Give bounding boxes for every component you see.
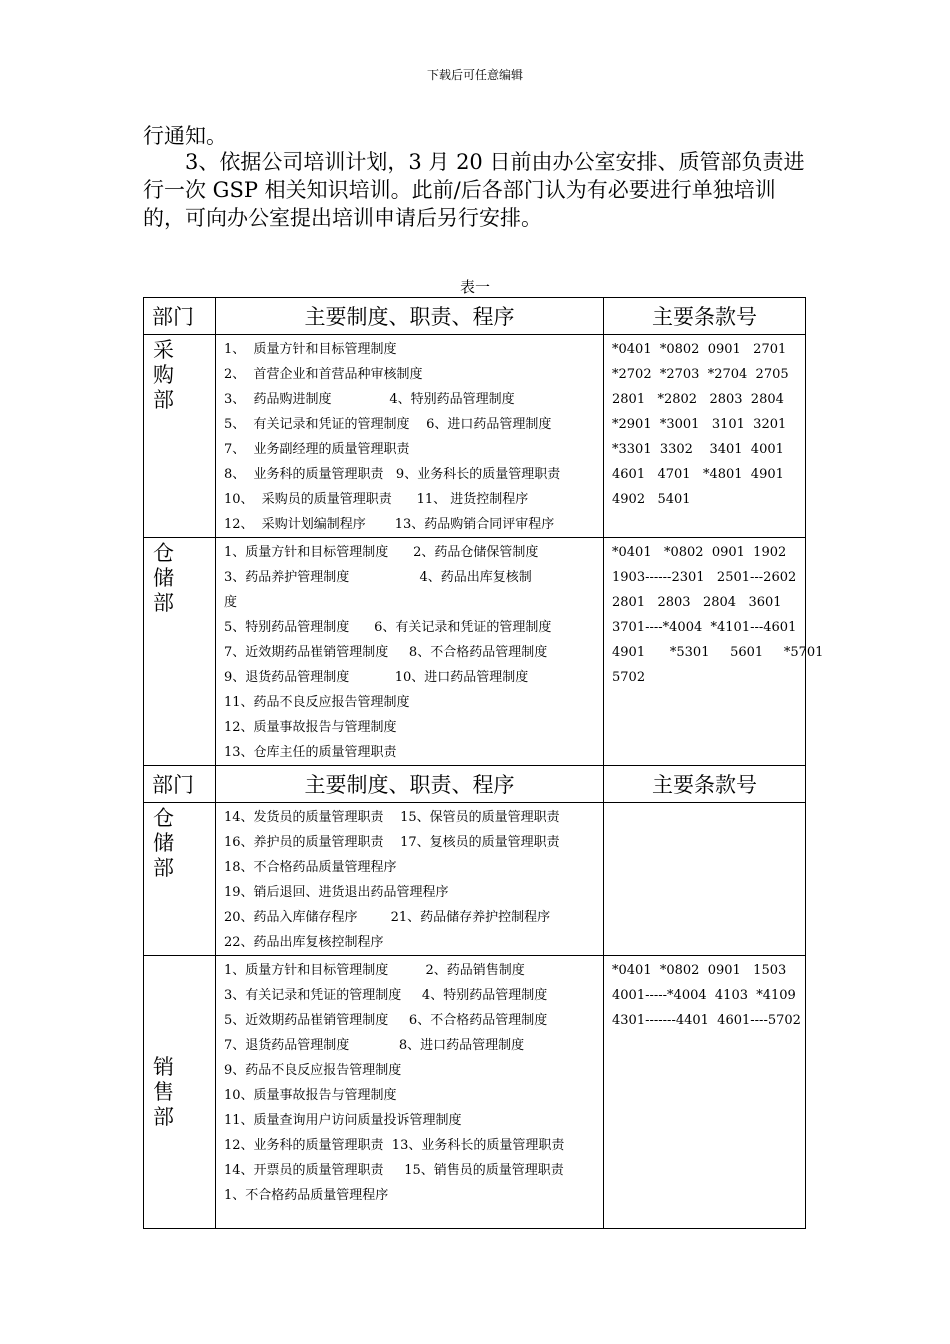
- table-row: [144, 335, 806, 538]
- paragraph-training: 3、依据公司培训计划，3 月 20 日前由办公室安排、质管部负责进行一次 GSP 相关知识培训。此前/后各部门认为有必要进行单独培训的，可向办公室提出培训申请后另行安排。: [143, 150, 805, 230]
- regulation-item: 5、 有关记录和凭证的管理制度 6、进口药品管理制度: [224, 417, 552, 432]
- paragraph-continuation: 行通知。: [143, 124, 227, 148]
- regulation-item: 1、质量方针和目标管理制度 2、药品仓储保管制度: [224, 545, 539, 560]
- header-dept: 部门: [144, 298, 216, 335]
- regulation-item: 22、药品出库复核控制程序: [224, 935, 384, 950]
- table-header-row: [144, 298, 806, 335]
- regulation-item: 7、近效期药品崔销管理制度 8、不合格药品管理制度: [224, 645, 548, 660]
- regulation-item: 1、 质量方针和目标管理制度: [224, 342, 397, 357]
- table-row: [144, 956, 806, 1229]
- clause-codes-line: *0401 *0802 0901 1503: [612, 963, 787, 978]
- regulation-list: [216, 538, 604, 766]
- clause-codes-line: 2801 2803 2804 3601: [612, 595, 782, 610]
- clause-list: [604, 956, 806, 1229]
- department-regulations-table: [143, 297, 824, 1229]
- regulation-item: 7、 业务副经理的质量管理职责: [224, 442, 410, 457]
- regulation-item: 8、 业务科的质量管理职责 9、业务科长的质量管理职责: [224, 467, 561, 482]
- regulation-item: 度: [224, 595, 238, 610]
- clause-codes-line: 4001-----*4004 4103 *4109: [612, 988, 796, 1003]
- regulation-item: 9、退货药品管理制度 10、进口药品管理制度: [224, 670, 529, 685]
- regulation-item: 18、不合格药品质量管理程序: [224, 860, 397, 875]
- clause-codes-line: *0401 *0802 0901 1902: [612, 545, 787, 560]
- header-regulations: 主要制度、职责、程序: [216, 298, 604, 335]
- regulation-item: 12、质量事故报告与管理制度: [224, 720, 397, 735]
- regulation-item: 1、不合格药品质量管理程序: [224, 1188, 389, 1203]
- clause-list: [604, 335, 806, 538]
- clause-codes-line: *2901 *3001 3101 3201: [612, 417, 787, 432]
- dept-name: 仓储部: [153, 806, 174, 880]
- clause-codes-line: 4301-------4401 4601----5702: [612, 1013, 801, 1028]
- dept-name: 采购部: [153, 338, 174, 412]
- regulation-item: 9、药品不良反应报告管理制度: [224, 1063, 402, 1078]
- regulation-list: [216, 803, 604, 956]
- clause-list: [604, 538, 824, 766]
- regulation-item: 7、退货药品管理制度 8、进口药品管理制度: [224, 1038, 525, 1053]
- regulation-list: [216, 335, 604, 538]
- header-clauses: 主要条款号: [604, 766, 806, 803]
- table-header-row-repeat: [144, 766, 806, 803]
- header-clauses: 主要条款号: [604, 298, 806, 335]
- clause-codes-line: 4902 5401: [612, 492, 691, 507]
- clause-codes-line: 2801 *2802 2803 2804: [612, 392, 784, 407]
- regulation-item: 10、 采购员的质量管理职责 11、 进货控制程序: [224, 492, 529, 507]
- regulation-item: 3、药品养护管理制度 4、药品出库复核制: [224, 570, 532, 585]
- clause-codes-line: 5702: [612, 670, 646, 685]
- regulation-item: 10、质量事故报告与管理制度: [224, 1088, 397, 1103]
- dept-name: 仓储部: [153, 541, 174, 615]
- clause-codes-line: 1903------2301 2501---2602: [612, 570, 797, 585]
- regulation-item: 12、 采购计划编制程序 13、药品购销合同评审程序: [224, 517, 555, 532]
- table-row: [144, 803, 806, 956]
- clause-codes-line: 3701----*4004 *4101---4601: [612, 620, 797, 635]
- regulation-item: 5、近效期药品崔销管理制度 6、不合格药品管理制度: [224, 1013, 548, 1028]
- regulation-item: 11、质量查询用户访问质量投诉管理制度: [224, 1113, 462, 1128]
- clause-codes-line: 4901 *5301 5601 *5701: [612, 645, 824, 660]
- clause-list: [604, 803, 806, 956]
- header-dept: 部门: [144, 766, 216, 803]
- regulation-item: 2、 首营企业和首营品种审核制度: [224, 367, 423, 382]
- clause-codes-line: 4601 4701 *4801 4901: [612, 467, 784, 482]
- clause-codes-line: *2702 *2703 *2704 2705: [612, 367, 789, 382]
- regulation-item: 14、发货员的质量管理职责 15、保管员的质量管理职责: [224, 810, 560, 825]
- regulation-item: 19、销后退回、进货退出药品管理程序: [224, 885, 449, 900]
- header-regulations: 主要制度、职责、程序: [216, 766, 604, 803]
- regulation-item: 20、药品入库储存程序 21、药品储存养护控制程序: [224, 910, 551, 925]
- regulation-item: 13、仓库主任的质量管理职责: [224, 745, 397, 760]
- dept-name: 销售部: [153, 1054, 174, 1129]
- regulation-item: 1、质量方针和目标管理制度 2、药品销售制度: [224, 963, 525, 978]
- clause-codes-line: *3301 3302 3401 4001: [612, 442, 784, 457]
- table-caption: 表一: [459, 278, 490, 296]
- regulation-item: 14、开票员的质量管理职责 15、销售员的质量管理职责: [224, 1163, 564, 1178]
- regulation-item: 16、养护员的质量管理职责 17、复核员的质量管理职责: [224, 835, 560, 850]
- table-row: [144, 538, 806, 766]
- regulation-item: 5、特别药品管理制度 6、有关记录和凭证的管理制度: [224, 620, 552, 635]
- regulation-list: [216, 956, 604, 1229]
- regulation-item: 11、药品不良反应报告管理制度: [224, 695, 410, 710]
- regulation-item: 3、有关记录和凭证的管理制度 4、特别药品管理制度: [224, 988, 548, 1003]
- regulation-item: 3、 药品购进制度 4、特别药品管理制度: [224, 392, 515, 407]
- clause-codes-line: *0401 *0802 0901 2701: [612, 342, 787, 357]
- page-header: 下载后可任意编辑: [426, 68, 523, 82]
- regulation-item: 12、业务科的质量管理职责 13、业务科长的质量管理职责: [224, 1138, 565, 1153]
